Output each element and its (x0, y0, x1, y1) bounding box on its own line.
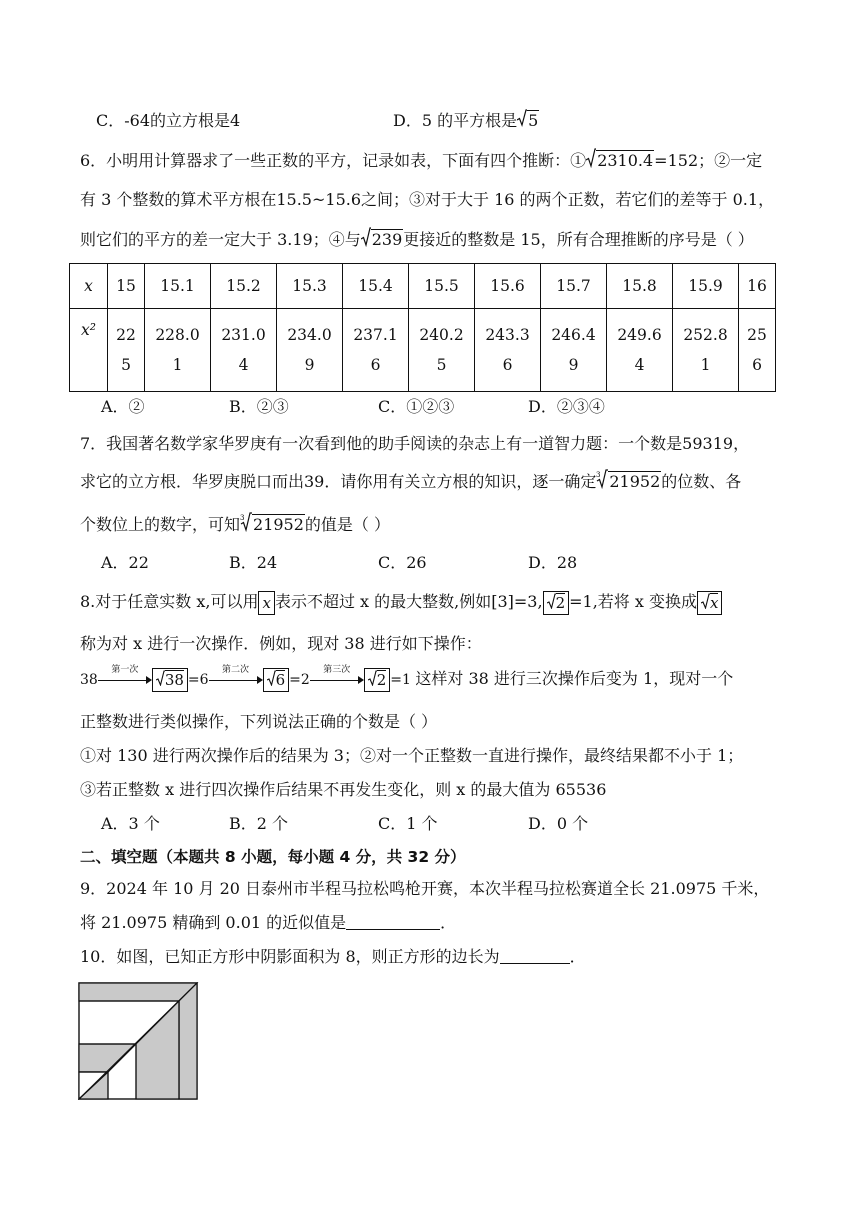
q6-line-1a: 6．小明用计算器求了一些正数的平方，记录如表，下面有四个推断：① (80, 151, 587, 170)
q8-option-a: A．3 个 (101, 814, 160, 833)
cell-bottom: 6 (502, 356, 513, 374)
table-cell (277, 309, 343, 392)
q8-line-5: ①对 130 进行两次操作后的结果为 3；②对一个正整数一直进行操作，最终结果都不小于 1； (80, 746, 744, 765)
sqrt-symbol (156, 670, 165, 692)
q9-line-2 (80, 911, 456, 935)
q6-option-b: B．②③ (229, 397, 289, 416)
table-cell (541, 309, 607, 392)
q6-line-3 (80, 227, 754, 254)
cell-top: 246.4 (551, 326, 596, 344)
q5-option-d (393, 109, 539, 134)
sqrt-symbol (368, 670, 377, 692)
table-cell (409, 309, 475, 392)
cell-top: 243.3 (485, 326, 530, 344)
chain-radicand: 2 (376, 671, 387, 689)
cell-bottom: 9 (304, 356, 315, 374)
chain-radicand: 6 (275, 671, 286, 689)
cell-bottom: 4 (238, 356, 249, 374)
table-cell: 15.6 (475, 264, 541, 309)
cell-bottom: 5 (121, 356, 131, 374)
q7-radicand-1: 21952 (609, 472, 661, 491)
q7-option-b: B．24 (229, 553, 278, 572)
q9-line-2-text: 将 21.0975 精确到 0.01 的近似值是 (80, 913, 347, 932)
answer-blank (500, 947, 570, 964)
table-header-x: x (70, 264, 108, 309)
table-cell (607, 309, 673, 392)
table-cell: 15.5 (409, 264, 475, 309)
step-label: 第一次 (111, 665, 139, 675)
table-row (70, 264, 776, 309)
table-header-x2: x² (70, 309, 108, 392)
q5-option-d-text: D．5 的平方根是 (393, 111, 518, 130)
square-figure (78, 982, 200, 1100)
cube-root-symbol (596, 469, 608, 496)
sqrt-symbol (701, 593, 710, 615)
q7-line-3a: 个数位上的数字，可知 (80, 515, 241, 534)
step-label: 第二次 (222, 665, 250, 675)
q9-line-2-end: ． (440, 913, 457, 932)
table-cell: 15.3 (277, 264, 343, 309)
cell-top: 22 (116, 326, 136, 344)
arrow-icon (98, 665, 152, 687)
cell-top: 252.8 (683, 326, 728, 344)
q7-option-c: C．26 (378, 553, 427, 572)
q10-line-1-end: ． (569, 947, 586, 966)
floor-bracket (364, 668, 391, 692)
q10-line-1-text: 10．如图，已知正方形中阴影面积为 8，则正方形的边长为 (80, 947, 500, 966)
q6-option-c: C．①②③ (378, 397, 455, 416)
table-cell (475, 309, 541, 392)
svg-text:3: 3 (240, 514, 245, 522)
q7-option-d: D．28 (528, 553, 578, 572)
q7-radicand-2: 21952 (253, 515, 304, 534)
q8-option-d: D．0 个 (528, 814, 589, 833)
answer-blank (346, 913, 440, 930)
table-cell (673, 309, 739, 392)
cell-top: 231.0 (221, 326, 266, 344)
q6-line-1b: =152；②一定 (654, 151, 763, 170)
q8-line-1c: ,若将 x 变换成 (592, 592, 698, 611)
chain-tail: 这样对 38 进行三次操作后变为 1，现对一个 (415, 669, 734, 688)
cell-top: 228.0 (155, 326, 200, 344)
table-cell (108, 309, 145, 392)
cell-bottom: 6 (370, 356, 381, 374)
q8-operation-chain (80, 667, 733, 692)
q6-radicand-2: 239 (371, 230, 403, 249)
table-cell: 15.1 (145, 264, 211, 309)
q8-line-1b: 表示不超过 x 的最大整数,例如 (274, 592, 492, 611)
floor-bracket: x (258, 591, 274, 615)
squares-table (69, 263, 776, 392)
chain-radicand: 38 (164, 671, 184, 689)
sqrt-symbol (267, 670, 276, 692)
section-heading: 二、填空题（本题共 8 小题，每小题 4 分，共 32 分） (80, 848, 466, 866)
cube-root-symbol (240, 512, 252, 539)
step-label: 第三次 (323, 665, 351, 675)
q7-line-2a: 求它的立方根．华罗庚脱口而出39．请你用有关立方根的知识，逐一确定 (80, 472, 597, 491)
q8-line-2: 称为对 x 进行一次操作．例如，现对 38 进行如下操作： (80, 634, 482, 653)
chain-result: =1 (390, 672, 411, 688)
cell-bottom: 9 (568, 356, 579, 374)
q5-option-c: C．-64的立方根是4 (96, 111, 241, 130)
table-cell: 15.9 (673, 264, 739, 309)
table-cell: 15.7 (541, 264, 607, 309)
table-cell (343, 309, 409, 392)
sqrt-symbol (517, 109, 527, 134)
table-cell: 15.4 (343, 264, 409, 309)
table-cell: 15 (108, 264, 145, 309)
q8-option-c: C．1 个 (378, 814, 438, 833)
table-row (70, 309, 776, 392)
q8-example-1: [3]=3, (491, 592, 543, 611)
q5-radicand: 5 (528, 111, 539, 130)
q7-line-2b: 的位数、各 (661, 472, 742, 491)
table-cell (145, 309, 211, 392)
q7-line-3b: 的值是（ ） (304, 515, 391, 534)
table-cell: 16 (739, 264, 776, 309)
q6-option-a: A．② (101, 397, 145, 416)
q9-line-1: 9．2024 年 10 月 20 日泰州市半程马拉松鸣枪开赛，本次半程马拉松赛道全长 21.0975 千米， (80, 879, 770, 898)
cell-top: 234.0 (287, 326, 332, 344)
q10-line-1 (80, 945, 586, 969)
q7-line-3 (80, 512, 390, 539)
table-cell: 15.8 (607, 264, 673, 309)
cell-top: 249.6 (617, 326, 662, 344)
cell-bottom: 4 (634, 356, 645, 374)
arrow-icon (310, 665, 364, 687)
floor-bracket: 2 (543, 591, 570, 615)
floor-bracket (152, 668, 188, 692)
q7-line-1: 7．我国著名数学家华罗庚有一次看到他的助手阅读的杂志上有一道智力题：一个数是59319， (80, 434, 750, 453)
floor-bracket (263, 668, 290, 692)
q7-option-a: A．22 (101, 553, 149, 572)
cell-bottom: 5 (436, 356, 447, 374)
sqrt-symbol (586, 148, 596, 175)
q8-example-2: =1 (569, 592, 593, 611)
q6-line-3b: 更接近的整数是 15，所有合理推断的序号是（ ） (403, 230, 754, 249)
cell-top: 240.2 (419, 326, 464, 344)
table-cell: 15.2 (211, 264, 277, 309)
chain-start: 38 (80, 672, 98, 688)
arrow-icon (209, 665, 263, 687)
cell-top: 25 (747, 326, 767, 344)
q8-line-4: 正整数进行类似操作，下列说法正确的个数是（ ） (80, 712, 438, 731)
chain-result: =2 (289, 672, 310, 688)
q6-line-1 (80, 148, 762, 175)
q6-line-2: 有 3 个整数的算术平方根在15.5~15.6之间；③对于大于 16 的两个正数，若它们的差等于 0.1， (80, 190, 775, 209)
q6-line-3a: 则它们的平方的差一定大于 3.19；④与 (80, 230, 361, 249)
svg-text:3: 3 (596, 471, 601, 479)
q8-option-b: B．2 个 (229, 814, 289, 833)
q6-option-d: D．②③④ (528, 397, 605, 416)
q8-line-1 (80, 590, 722, 615)
q7-line-2 (80, 469, 741, 496)
chain-result: =6 (187, 672, 209, 688)
cell-bottom: 1 (172, 356, 183, 374)
floor-bracket: x (697, 591, 722, 615)
sqrt-symbol (361, 227, 371, 254)
q6-radicand-1: 2310.4 (597, 151, 654, 170)
table-cell (739, 309, 776, 392)
sqrt-symbol (547, 593, 556, 615)
cell-bottom: 6 (752, 356, 762, 374)
q8-line-6: ③若正整数 x 进行四次操作后结果不再发生变化，则 x 的最大值为 65536 (80, 780, 607, 799)
q8-line-1a: 8.对于任意实数 x,可以用 (80, 592, 259, 611)
cell-top: 237.1 (353, 326, 398, 344)
table-cell (211, 309, 277, 392)
cell-bottom: 1 (700, 356, 711, 374)
